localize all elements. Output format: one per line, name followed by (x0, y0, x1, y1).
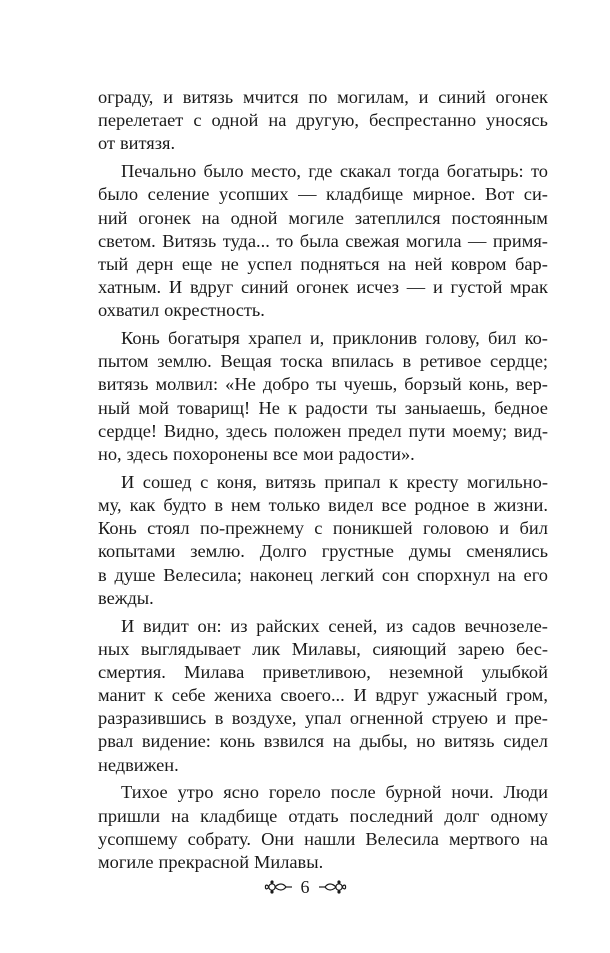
text-line: ограду, и витязь мчится по могилам, и синий огонек (98, 87, 548, 107)
text-line: смертия. Милава приветливою, неземной улыбкой (98, 661, 548, 682)
text-line: пытом землю. Вещая тоска впилась в ретивое сердце; (98, 351, 548, 372)
paragraph (98, 86, 548, 156)
text-line: му, как будто в нем только видел все родное в жизни. (98, 494, 548, 515)
paragraph (98, 781, 548, 874)
text-line: хатным. И вдруг синий огонек исчез — и густой мрак (98, 277, 548, 298)
text-line: Тихое утро ясно горело после бурной ночи. Люди (121, 782, 548, 803)
text-line: недвижен. (98, 754, 179, 775)
text-line: было селение усопших — кладбище мирное. Вот си- (98, 184, 548, 205)
text-line: в душе Велесила; наконец легкий сон спорхнул на его (98, 564, 548, 585)
fleuron-right-icon (317, 880, 347, 894)
text-line: рвал видение: конь взвился на дыбы, но витязь сидел (98, 731, 548, 752)
text-line: разразившись в воздухе, упал огненной струею и пре- (98, 708, 548, 729)
text-line: Печально было место, где скакал тогда богатырь: то (121, 161, 548, 182)
text-line: от витязя. (98, 133, 176, 154)
paragraph (98, 615, 548, 777)
fleuron-left-icon (264, 880, 294, 894)
text-line: сердце! Видно, здесь положен предел пути моему; вид- (98, 420, 548, 441)
text-line: тый дерн еще не успел подняться на ней ковром бар- (98, 253, 548, 274)
text-line: но, здесь похоронены все мои радости». (98, 444, 415, 464)
text-line: могиле прекрасной Милавы. (98, 851, 324, 872)
text-line: Конь стоял по-прежнему с поникшей головою и бил (98, 518, 548, 539)
paragraph (98, 327, 548, 466)
text-line: светом. Витязь туда... то была свежая могила — примя- (98, 230, 548, 251)
text-line: манит к себе жениха своего... И вдруг ужасный гром, (98, 685, 548, 706)
text-line: ных выглядывает лик Милавы, сияющий зарею бес- (98, 638, 548, 659)
text-line: ний огонек на одной могиле затеплился постоянным (98, 207, 548, 228)
text-line: ный мой товарищ! Не к радости ты заныаешь, бедное (98, 397, 548, 418)
text-line: копытами землю. Долго грустные думы сменялись (98, 541, 548, 562)
paragraph (98, 160, 548, 322)
text-line: витязь молвил: «Не добро ты чуешь, борзый конь, вер- (98, 374, 548, 395)
page-number: 6 (300, 877, 310, 897)
text-line: вежды. (98, 587, 154, 608)
page-footer (0, 875, 610, 899)
text-line: Конь богатыря храпел и, приклонив голову, бил ко- (121, 328, 548, 349)
text-line: охватил окрестность. (98, 300, 265, 321)
text-line: усопшему собрату. Они нашли Велесила мертвого на (98, 828, 548, 849)
text-line: перелетает с одной на другую, беспрестанно уносясь (98, 110, 548, 131)
text-line: пришли на кладбище отдать последний долг одному (98, 805, 548, 826)
text-line: И сошед с коня, витязь припал к кресту могильно- (121, 471, 548, 492)
paragraph (98, 471, 548, 610)
page-text (98, 86, 548, 879)
text-line: И видит он: из райских сеней, из садов вечнозеле- (121, 615, 548, 636)
